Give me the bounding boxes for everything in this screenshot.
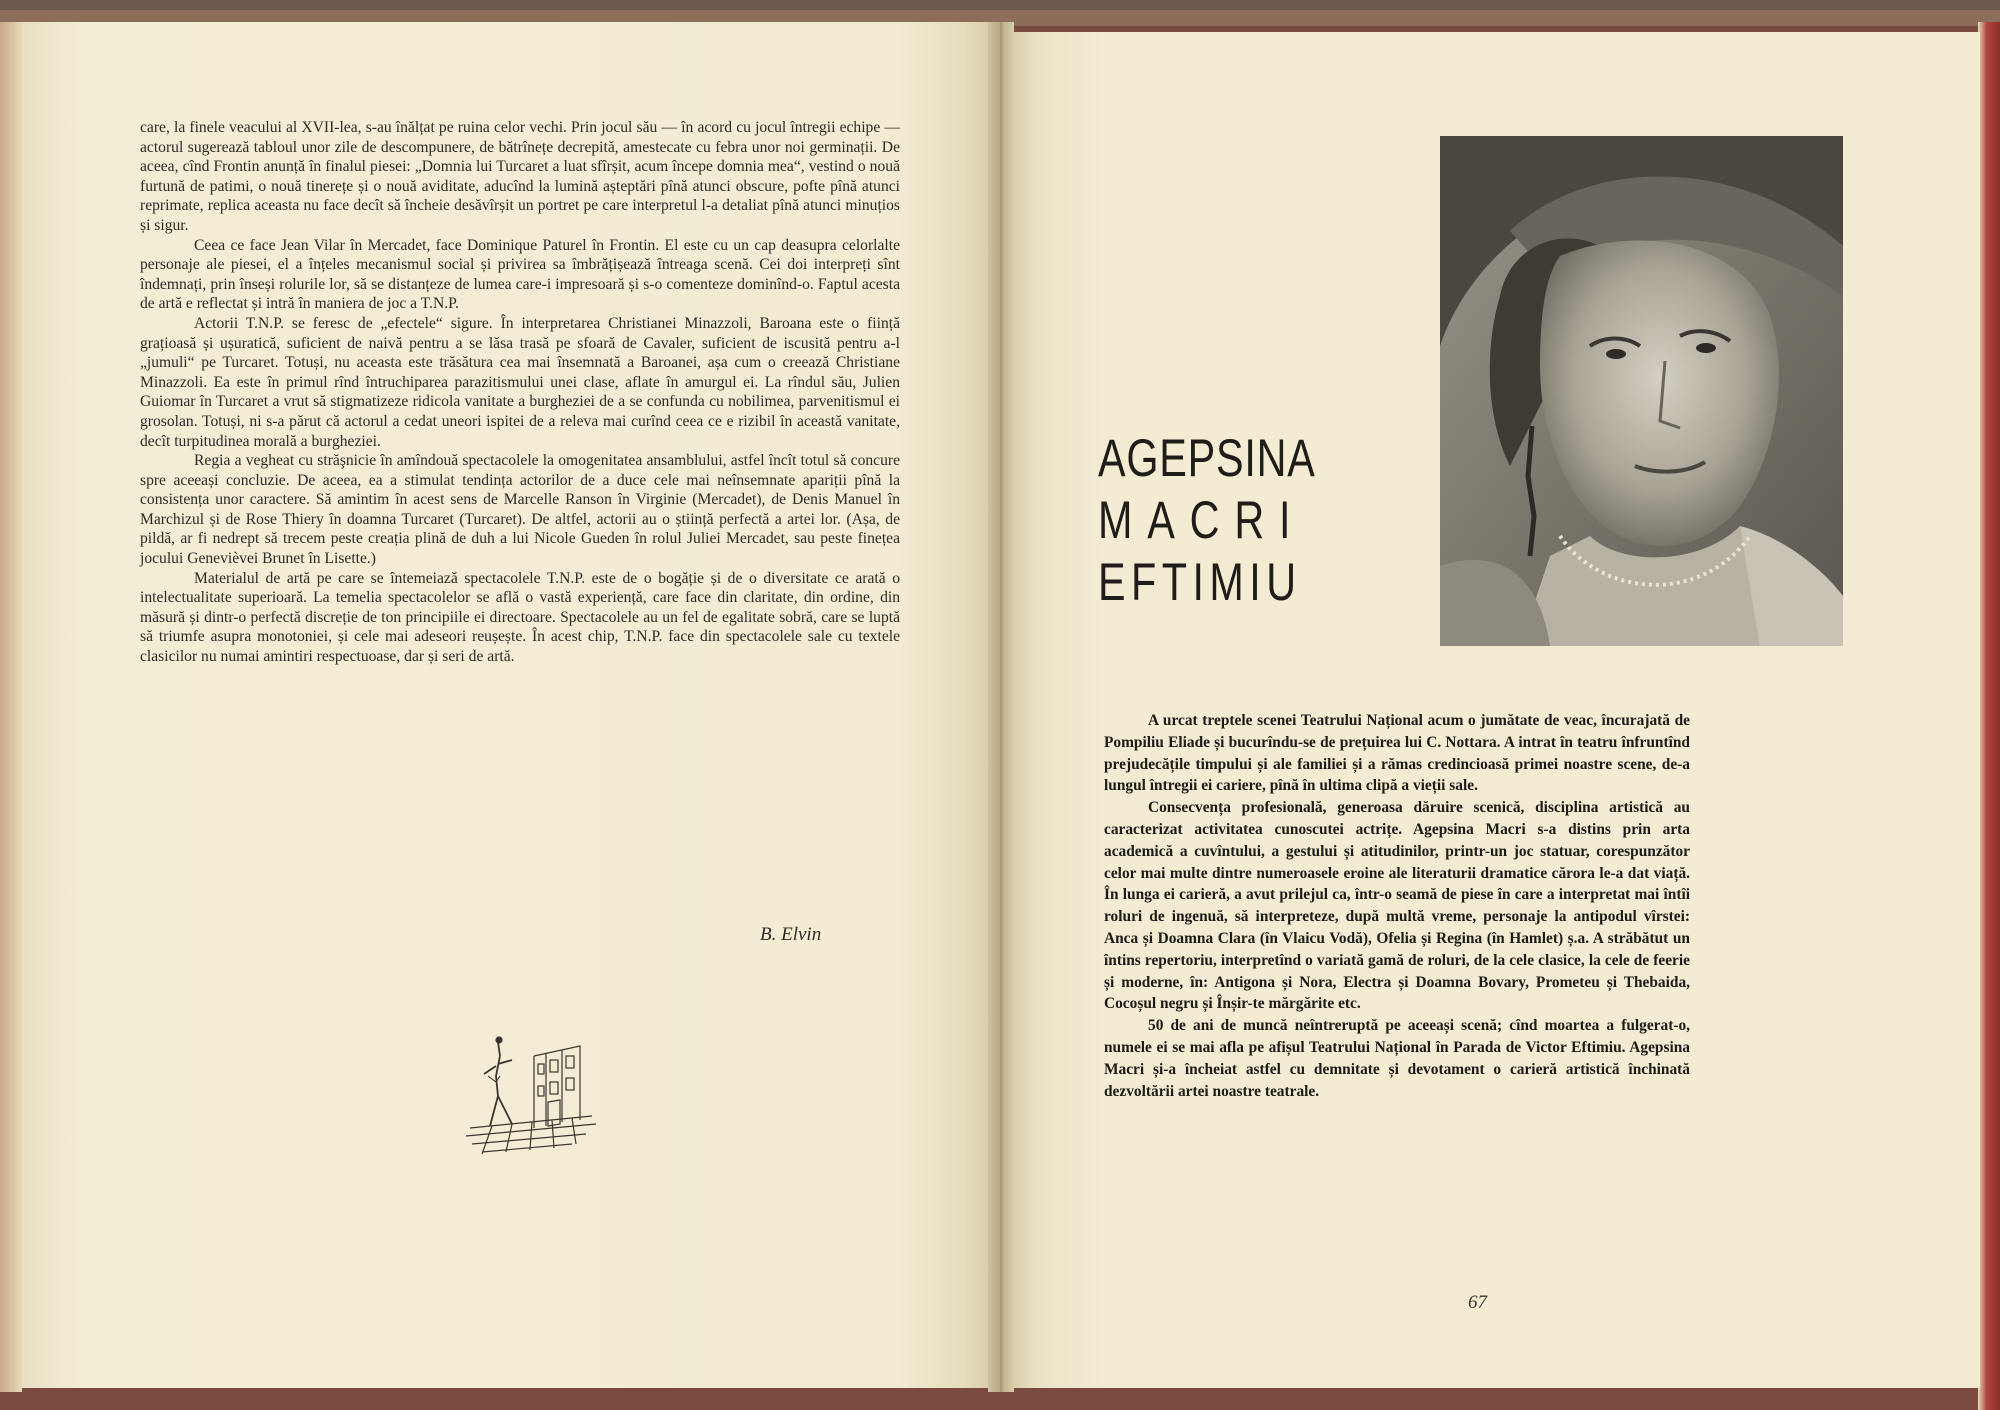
title-line-surname-2: EFTIMIU: [1098, 553, 1302, 612]
article-body-left: [140, 118, 900, 667]
left-paragraph-3: Actorii T.N.P. se feresc de „efectele“ sigure. În interpretarea Christianei Minazzoli, Baroana este o ființă grațioasă și ușuratică, suficient de naivă pentru a se lăsa trasă pe sfoară de Cavaler, suficient de iscusită pentru a-l „jumuli“ pe Turcaret. Totuși, nu aceasta este trăsătura cea mai însemnată a Baroanei, așa cum o creează Christiane Minazzoli. Ea este în primul rînd întruchiparea parazitismului unei clase, aflate în amurgul ei. La rîndul său, Julien Guiomar în Turcaret a vrut să stigmatizeze ridicola vanitate a burgheziei de a se confunda cu nobilimea, parvenitismul ei grosolan. Totuși, ni s-a părut că actorul a cedat uneori ispitei de a releva mai curînd ceea ce e rizibil în această vanitate, decît turpitudinea morală a burgheziei.: [140, 314, 900, 450]
book-gutter: [988, 22, 1014, 1392]
obituary-title: [1098, 428, 1318, 614]
actress-portrait-photo: [1440, 136, 1843, 646]
stage-sketch-illustration: [462, 1036, 602, 1168]
left-paragraph-4: Regia a vegheat cu străşnicie în amîndouă spectacolele la omogenitatea ansamblului, astfel încît totul să concure spre aceeași concluzie. De aceea, ea a stimulat tendința actorilor de a duce cele mai neînsemnate apariții pînă la consistența unor caractere. Să amintim în acest sens de Marcelle Ranson în Virginie (Mercadet), de Denis Manuel în Marchizul și de Rose Thiery în doamna Turcaret (Turcaret). De altfel, actorii au o știință perfectă a artei lor. (Așa, de pildă, ar fi nedrept să trecem peste creația plină de duh a lui Nicole Gueden în rolul Juliei Mercadet, sau peste finețea jocului Genevièvei Brunet în Lisette.): [140, 452, 900, 568]
right-paragraph-1: A urcat treptele scenei Teatrului Național acum o jumătate de veac, încurajată de Pompiliu Eliade și bucurîndu-se de prețuirea lui C. Nottara. A intrat în teatru înfruntînd prejudecățile timpului și ale familiei și a rămas credincioasă primei noastre scene, de-a lungul întregii ei cariere, pînă în ultima clipă a vieții sale.: [1104, 712, 1690, 795]
page-stack-left: [0, 22, 22, 1392]
right-paragraph-3: 50 de ani de muncă neîntreruptă pe aceeași scenă; cînd moartea a fulgerat-o, numele ei se mai afla pe afișul Teatrului Național în Parada de Victor Eftimiu. Agepsina Macri și-a încheiat astfel cu demnitate și devotament o carieră artistică închinată dezvoltării artei noastre teatrale.: [1104, 1017, 1690, 1100]
left-paragraph-5: Materialul de artă pe care se întemeiază spectacolele T.N.P. este de o bogăție și de o diversitate ce arată o intelectualitate superioară. La temelia spectacolelor se află o vastă experiență, care face din claritate, din ordine, din măsură și dintr-o perfectă discreție de ton principiile ei directoare. Spectacolele au un fel de egalitate sobră, care se luptă să triumfe asupra monotoniei, și cele mai adeseori reușește. În acest chip, T.N.P. face din spectacolele sale cu textele clasicilor nu numai amintiri respectuoase, dar și seri de artă.: [140, 569, 900, 666]
page-number: 67: [1468, 1292, 1487, 1313]
left-paragraph-1: care, la finele veacului al XVII-lea, s-au înălțat pe ruina celor vechi. Prin jocul său — în acord cu jocul întregii echipe — actorul sugerează tabloul unor zile de descompunere, de bătrînețe decrepită, amestecate cu febra unor noi germinații. De aceea, cînd Frontin anunță în finalul piesei: „Domnia lui Turcaret a luat sfîrșit, acum începe domnia mea“, vestind o nouă furtună de patimi, o nouă tinerețe și o nouă aviditate, aducînd la lumină așteptări pînă atunci obscure, pofte pînă atunci reprimate, replica aceasta nu face decît să încheie desăvîrșit un portret pe care interpretul l-a detaliat pînă atunci minuțios și sigur.: [140, 119, 900, 234]
author-signature: B. Elvin: [760, 924, 822, 945]
left-paragraph-2: Ceea ce face Jean Vilar în Mercadet, face Dominique Paturel în Frontin. El este cu un cap deasupra celorlalte personaje ale piesei, el a înțeles mecanismul social și privirea sa îmbrățișează întreaga scenă. Cei doi interpreți sînt îndemnați, prin înseși rolurile lor, să se distanțeze de lumea care-i impresoară și s-o comenteze dominînd-o. Faptul acesta de artă e reflectat și intră în maniera de joc a T.N.P.: [140, 236, 900, 313]
obituary-body: [1104, 710, 1690, 1102]
right-paragraph-2: Consecvența profesională, generoasa dăruire scenică, disciplina artistică au caracterizat activitatea cunoscutei actrițe. Agepsina Macri s-a distins prin arta academică a cuvîntului, a gestului și atitudinilor, printr-un joc statuar, corespunzător celor mai multe dintre numeroasele eroine ale literaturii dramatice cărora le-a dat viață. În lunga ei carieră, a avut prilejul ca, într-o seamă de piese în care a interpretat mai întîi roluri de ingenuă, să interpreteze, după multă vreme, personaje la antipodul vîrstei: Anca și Doamna Clara (în Vlaicu Vodă), Ofelia și Regina (în Hamlet) ș.a. A străbătut un întins repertoriu, interpretînd o variată gamă de roluri, de la cele clasice, la cele de feerie și moderne, în: Antigona și Nora, Electra și Doamna Bovary, Prometeu și Thebaida, Cocoșul negru și Înșir-te mărgărite etc.: [1104, 799, 1690, 1013]
title-line-surname-1: MACRI: [1098, 491, 1306, 550]
title-line-first-name: AGEPSINA: [1098, 429, 1316, 488]
page-stack-right: [1978, 22, 2000, 1410]
